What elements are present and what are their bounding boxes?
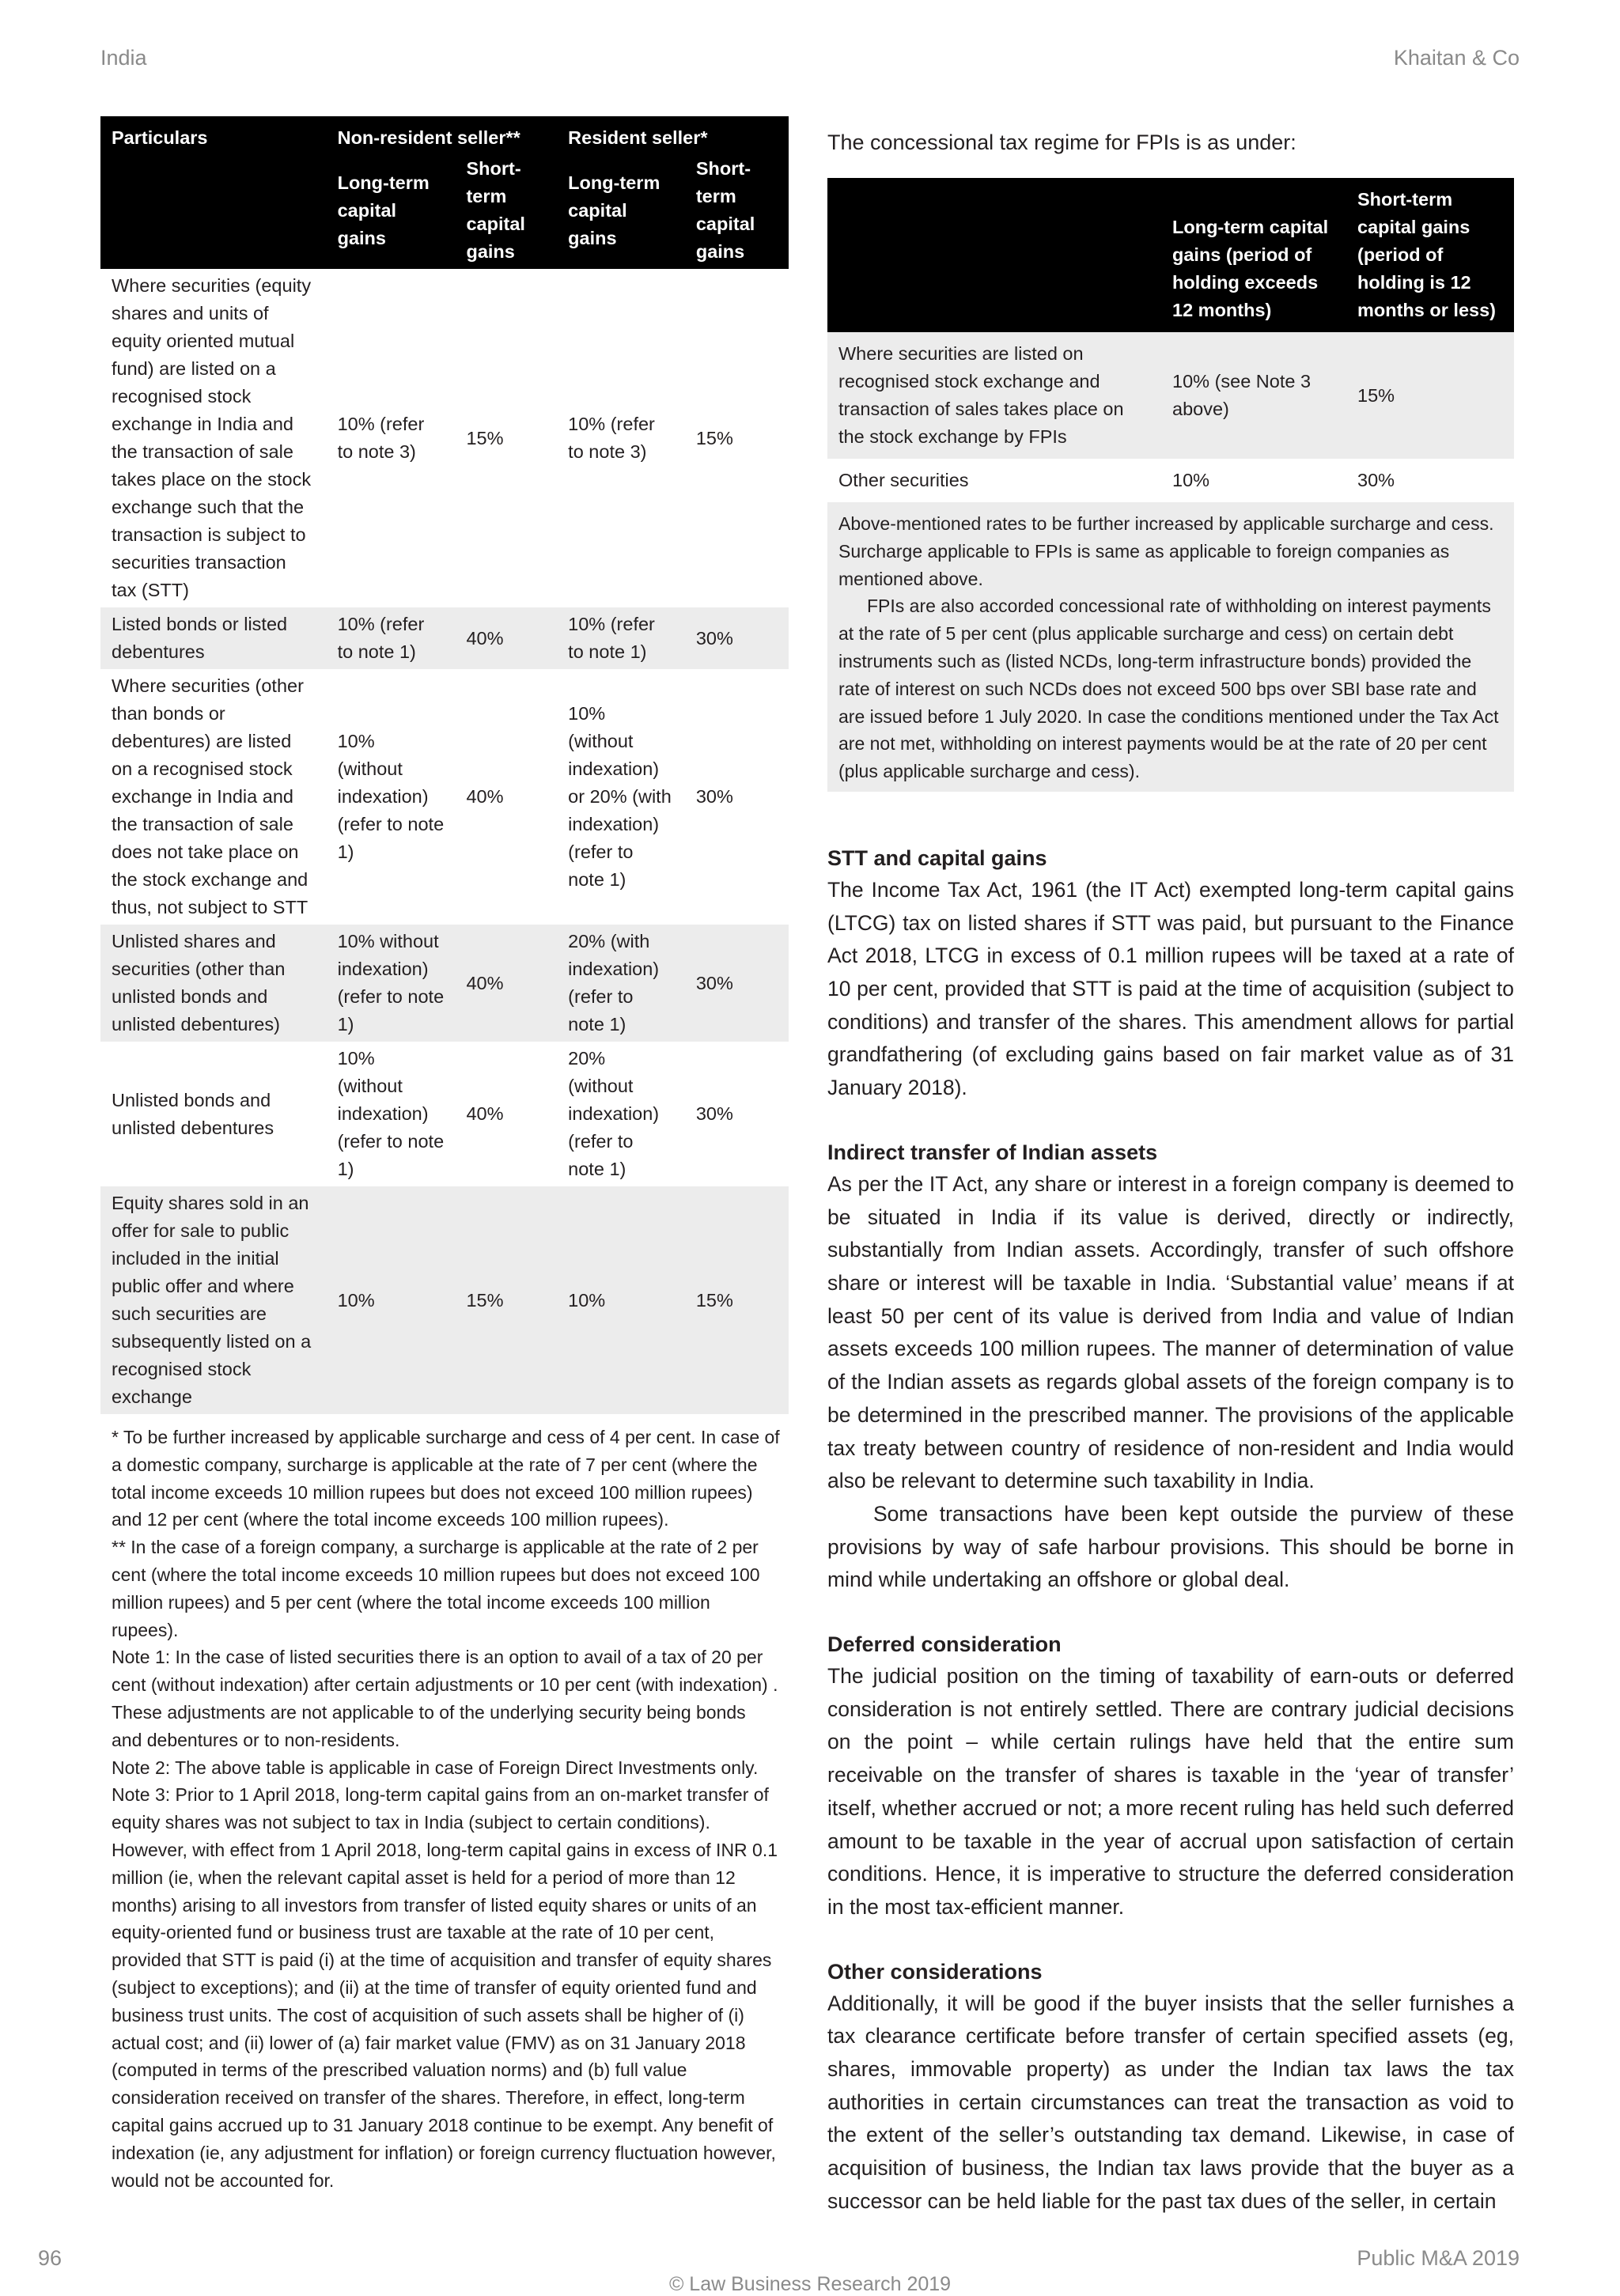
cell-nr-stcg: 40% (455, 925, 557, 1042)
section-deferred-consideration (827, 1628, 1514, 1924)
cell-r-ltcg: 20% (without indexation) (refer to note 1) (568, 1048, 660, 1179)
header-r-stcg: Short-term capital gains (685, 155, 789, 269)
footnote-non-resident: ** In the case of a foreign company, a surcharge is applicable at the rate of 2 per cent (where the total income exceeds 10 million rupees but does not exceed 100 million rupees) and 5 per cent (where the total income exceeds 100 million rupees). (112, 1537, 760, 1640)
fpi-cell-ltcg: 10% (1172, 470, 1210, 490)
cell-nr-ltcg: 10% (without indexation) (refer to note 1) (337, 1048, 445, 1179)
cell-nr-stcg: 40% (466, 1103, 504, 1124)
footnote-resident: * To be further increased by applicable surcharge and cess of 4 per cent. In case of a domestic company, surcharge is applicable at the rate of 7 per cent (where the total income exceeds 10 million rupees but does not exceed 100 million rupees) and 12 per cent (where the total income exceeds 100 million rupees). (112, 1427, 780, 1530)
table-row (827, 332, 1514, 459)
fpi-header-stcg: Short-term capital gains (period of holding is 12 months or less) (1346, 178, 1514, 332)
cell-particulars: Equity shares sold in an offer for sale to public included in the initial public offer and where such securities are subsequently listed on a recognised stock exchange (100, 1186, 327, 1414)
fpi-header-blank (827, 178, 1161, 332)
cell-r-ltcg: 10% (refer to note 3) (568, 414, 655, 462)
section-paragraph: As per the IT Act, any share or interest in a foreign company is deemed to be situated in India if its value is derived, directly or indirectly, substantially from Indian assets. Accordingly, transfer of such offshore share or interest will be taxable in India. ‘Substantial value’ means if at least 50 per cent of its value is derived from India and value of Indian assets exceeds 100 million rupees. The manner of determination of value of the Indian assets as regards global assets of the foreign company is to be determined in the prescribed manner. The provisions of the applicable tax treaty between country of residence of non-resident and India would also be relevant to determine such taxability in India. (827, 1171, 1514, 1493)
fpi-header-ltcg: Long-term capital gains (period of holding exceeds 12 months) (1161, 178, 1346, 332)
table-row (827, 459, 1514, 502)
table-row (100, 925, 789, 1042)
table-row (100, 669, 789, 925)
table-row (100, 1186, 789, 1414)
fpi-note-paragraph-2: FPIs are also accorded concessional rate of withholding on interest payments at the rate of 5 per cent (plus applicable surcharge and cess) on certain debt instruments such as (listed NCDs, long-term infrastructure bonds) provided the rate of interest on such NCDs does not exceed 500 bps over SBI base rate and are issued before 1 July 2020. In case the conditions mentioned under the Tax Act are not met, withholding on interest payments would be at the rate of 20 per cent (plus applicable surcharge and cess). (838, 596, 1499, 782)
fpi-cell-ltcg: 10% (see Note 3 above) (1161, 332, 1346, 459)
cell-r-stcg: 30% (695, 786, 733, 807)
section-heading: STT and capital gains (827, 845, 1047, 870)
cell-r-stcg: 30% (695, 1103, 733, 1124)
cell-particulars: Unlisted shares and securities (other than unlisted bonds and unlisted debentures) (100, 925, 327, 1042)
cell-nr-stcg: 15% (455, 1186, 557, 1414)
table-row (100, 1042, 789, 1186)
cell-nr-ltcg: 10% without indexation) (refer to note 1) (327, 925, 456, 1042)
fpi-cell-stcg: 15% (1346, 332, 1514, 459)
fpi-note-paragraph-1: Above-mentioned rates to be further increased by applicable surcharge and cess. Surcharge applicable to FPIs is same as applicable to foreign companies as mentioned above. (838, 513, 1494, 589)
fpi-note (827, 502, 1514, 792)
table-row (100, 607, 789, 669)
section-heading: Indirect transfer of Indian assets (827, 1140, 1158, 1164)
table-row (100, 269, 789, 607)
cell-nr-stcg: 40% (455, 607, 557, 669)
running-head-firm: Khaitan & Co (1393, 46, 1520, 70)
fpi-intro: The concessional tax regime for FPIs is as under: (827, 130, 1296, 154)
header-nr-ltcg: Long-term capital gains (327, 155, 456, 269)
cell-r-stcg: 30% (685, 607, 789, 669)
publication-title: Public M&A 2019 (1357, 2246, 1520, 2270)
header-resident: Resident seller* (557, 116, 789, 155)
footnote-note-3: Note 3: Prior to 1 April 2018, long-term capital gains from an on-market transfer of equity shares was not subject to tax in India (subject to certain conditions). However, with effect from 1 April 2018, long-term capital gains in excess of INR 0.1 million (ie, when the relevant capital asset is held for a period of more than 12 months) arising to all investors from transfer of listed equity shares or units of an equity-oriented fund or business trust are taxable at the rate of 10 per cent, provided that STT is paid (i) at the time of acquisition and transfer of equity shares (subject to exceptions); and (ii) at the time of transfer of equity oriented fund and business trust units. The cost of acquisition of such assets shall be higher of (i) actual cost; and (ii) lower of (a) fair market value (FMV) as on 31 January 2018 (computed in terms of the prescribed valuation norms) and (b) full value consideration received on transfer of the shares. Therefore, in effect, long-term capital gains accrued up to 31 January 2018 continue to be exempt. Any benefit of indexation (ie, any adjustment for inflation) or foreign currency fluctuation however, would not be accounted for. (112, 1784, 778, 2191)
section-paragraph: The judicial position on the timing of taxability of earn-outs or deferred consideration is not entirely settled. There are contrary judicial decisions on the point – while certain rulings have held that the entire sum receivable on the transfer of shares is taxable in the ‘year of transfer’ itself, whether accrued or not; a more recent ruling has held such deferred amount to be taxable in the year of accrual upon satisfaction of certain conditions. Hence, it is imperative to structure the deferred consideration in the most tax-efficient manner. (827, 1664, 1514, 1919)
footnote-note-1: Note 1: In the case of listed securities there is an option to avail of a tax of 20 per cent (without indexation) after certain adjustments or 10 per cent (with indexation) . These adjustments are not applicable to of the underlying security being bonds and debentures or to non-residents. (112, 1647, 778, 1750)
fpi-table (827, 178, 1514, 502)
cell-r-ltcg: 10% (557, 1186, 685, 1414)
section-heading: Deferred consideration (827, 1632, 1062, 1657)
header-r-ltcg: Long-term capital gains (557, 155, 685, 269)
page-number: 96 (38, 2246, 62, 2270)
cell-r-stcg: 15% (685, 1186, 789, 1414)
cell-nr-ltcg: 10% (without indexation) (refer to note 1) (337, 731, 445, 862)
section-paragraph: The Income Tax Act, 1961 (the IT Act) exempted long-term capital gains (LTCG) tax on listed shares if STT was paid, but pursuant to the Finance Act 2018, LTCG in excess of 0.1 million rupees will be taxed at a rate of 10 per cent, provided that STT is paid at the time of acquisition (subject to conditions) and transfer of the shares. This amendment allows for partial grandfathering (of excluding gains based on fair market value as of 31 January 2018). (827, 877, 1514, 1100)
cell-nr-ltcg: 10% (refer to note 1) (327, 607, 456, 669)
fpi-cell-label: Where securities are listed on recognised stock exchange and transaction of sales takes place on the stock exchange by FPIs (827, 332, 1161, 459)
cell-particulars: Where securities (equity shares and units of equity oriented mutual fund) are listed on a recognised stock exchange in India and the transaction of sale takes place on the stock exchange such that the transaction is subject to securities transaction tax (STT) (112, 275, 312, 600)
fpi-cell-stcg: 30% (1357, 470, 1395, 490)
left-column (100, 116, 789, 2194)
cell-nr-ltcg: 10% (refer to note 3) (337, 414, 425, 462)
cell-particulars: Listed bonds or listed debentures (100, 607, 327, 669)
cell-r-stcg: 15% (695, 427, 733, 448)
cell-particulars: Unlisted bonds and unlisted debentures (112, 1089, 274, 1138)
cell-nr-stcg: 15% (466, 427, 504, 448)
section-paragraph: Some transactions have been kept outside the purview of these provisions by way of safe harbour provisions. This should be borne in mind while undertaking an offshore or global deal. (827, 1501, 1514, 1592)
section-paragraph: Additionally, it will be good if the buyer insists that the seller furnishes a tax clearance certificate before transfer of certain specified assets (eg, shares, immovable property) as under the Indian tax laws the tax authorities in certain circumstances can treat the transaction as void to the extent of the seller’s outstanding tax demand. Likewise, in case of acquisition of business, the Indian tax laws provide that the buyer as a successor can be held liable for the past tax dues of the seller, in certain (827, 1991, 1514, 2213)
copyright-line: © Law Business Research 2019 (668, 2273, 952, 2295)
cell-particulars: Where securities (other than bonds or debentures) are listed on a recognised stock exchange in India and the transaction of sale does not take place on the stock exchange and thus, not subject to STT (112, 675, 308, 917)
section-other-considerations (827, 1956, 1514, 2218)
header-particulars: Particulars (100, 116, 327, 269)
right-column (827, 127, 1514, 2218)
section-heading: Other considerations (827, 1959, 1043, 1984)
cell-r-ltcg: 10% (refer to note 1) (557, 607, 685, 669)
header-nr-stcg: Short-term capital gains (455, 155, 557, 269)
cell-r-ltcg: 10% (without indexation) or 20% (with indexation) (refer to note 1) (568, 703, 672, 890)
fpi-cell-label: Other securities (838, 470, 969, 490)
footnote-note-2: Note 2: The above table is applicable in case of Foreign Direct Investments only. (112, 1757, 759, 1778)
running-head-country: India (100, 46, 147, 70)
header-non-resident: Non-resident seller** (327, 116, 558, 155)
cell-nr-stcg: 40% (466, 786, 504, 807)
cell-r-stcg: 30% (685, 925, 789, 1042)
section-stt (827, 842, 1514, 1105)
capital-gains-table (100, 116, 789, 1414)
section-indirect-transfer (827, 1137, 1514, 1597)
cell-r-ltcg: 20% (with indexation) (refer to note 1) (557, 925, 685, 1042)
cell-nr-ltcg: 10% (327, 1186, 456, 1414)
table-footnotes (100, 1424, 789, 2194)
